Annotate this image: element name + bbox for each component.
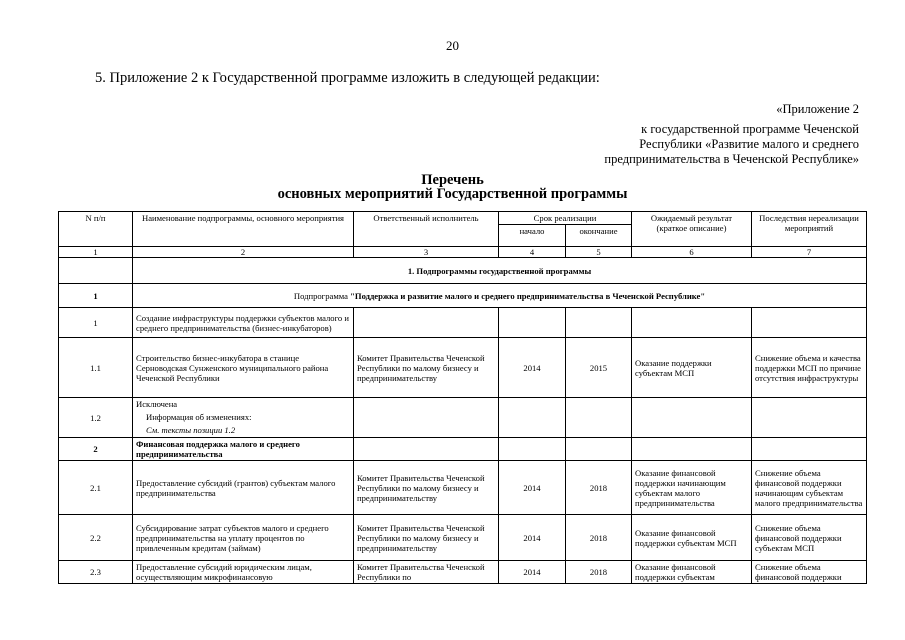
header-num: N п/п	[59, 212, 133, 247]
row-num: 2.1	[59, 461, 133, 515]
row-name: Субсидирование затрат субъектов малого и среднего предпринимательства на уплату процентов по привлеченным кредитам (займам)	[133, 515, 354, 561]
row-num: 2	[59, 438, 133, 461]
subprogram-prefix: Подпрограмма	[293, 290, 351, 301]
empty-cell	[59, 258, 133, 284]
appendix-line: «Приложение 2	[776, 102, 859, 116]
row-responsible	[354, 308, 499, 338]
row-responsible: Комитет Правительства Чеченской Республики по малому бизнесу и предпринимательству	[354, 338, 499, 398]
subprogram-num: 1	[59, 284, 133, 308]
empty-cell	[752, 398, 867, 438]
document-title	[0, 173, 905, 201]
excluded-note	[133, 398, 354, 438]
row-name: Предоставление субсидий юридическим лицам, осуществляющим микрофинансовую	[133, 561, 354, 584]
row-end	[566, 308, 632, 338]
empty-cell	[354, 398, 499, 438]
row-result: Оказание финансовой поддержки субъектам МСП	[632, 515, 752, 561]
row-name: Создание инфраструктуры поддержки субъектов малого и среднего предпринимательства (бизнес-инкубаторов)	[133, 308, 354, 338]
excluded-label: Исключена	[136, 399, 178, 409]
empty-cell	[566, 438, 632, 461]
see-text-link[interactable]: См. тексты позиции 1.2	[146, 425, 236, 435]
empty-cell	[499, 398, 566, 438]
column-number: 2	[133, 247, 354, 258]
row-end: 2018	[566, 461, 632, 515]
section2-row	[59, 438, 867, 461]
row-end: 2018	[566, 561, 632, 584]
column-number: 3	[354, 247, 499, 258]
page-number: 20	[446, 38, 459, 53]
subprogram-row	[59, 284, 867, 308]
row-start: 2014	[499, 515, 566, 561]
row-consequences: Снижение объема финансовой поддержки начинающим субъектам малого предпринимательства	[752, 461, 867, 515]
row-num: 1	[59, 308, 133, 338]
table-row	[59, 338, 867, 398]
header-row	[59, 212, 867, 225]
row-name: Строительство бизнес-инкубатора в станице Серноводская Сунженского муниципального района Чеченской Республики	[133, 338, 354, 398]
header-consequences: Последствия нереализации мероприятий	[752, 212, 867, 247]
row-num: 1.2	[59, 398, 133, 438]
row-consequences: Снижение объема финансовой поддержки субъектам МСП	[752, 515, 867, 561]
column-numbers-row	[59, 247, 867, 258]
intro-paragraph: 5. Приложение 2 к Государственной программе изложить в следующей редакции:	[95, 70, 600, 86]
header-result: Ожидаемый результат (краткое описание)	[632, 212, 752, 247]
title-line-2: основных мероприятий Государственной программы	[277, 186, 628, 202]
row-name: Предоставление субсидий (грантов) субъектам малого предпринимательства	[133, 461, 354, 515]
appendix-line: Республики «Развитие малого и среднего	[639, 137, 859, 151]
column-number: 1	[59, 247, 133, 258]
appendix-line: к государственной программе Чеченской	[641, 122, 859, 136]
table-row	[59, 461, 867, 515]
row-responsible: Комитет Правительства Чеченской Республики по	[354, 561, 499, 584]
subprogram-title	[133, 284, 867, 308]
row-consequences: Снижение объема финансовой поддержки	[752, 561, 867, 584]
appendix-heading	[604, 102, 859, 167]
table-row	[59, 561, 867, 584]
row-result: Оказание поддержки субъектам МСП	[632, 338, 752, 398]
row-end: 2018	[566, 515, 632, 561]
row-consequences	[752, 308, 867, 338]
row-responsible: Комитет Правительства Чеченской Республики по малому бизнесу и предпринимательству	[354, 515, 499, 561]
row-start	[499, 308, 566, 338]
row-num: 2.3	[59, 561, 133, 584]
row-result	[632, 308, 752, 338]
row-start: 2014	[499, 461, 566, 515]
empty-cell	[354, 438, 499, 461]
column-number: 7	[752, 247, 867, 258]
row-result: Оказание финансовой поддержки начинающим субъектам малого предпринимательства	[632, 461, 752, 515]
table-row	[59, 308, 867, 338]
appendix-line: предпринимательства в Чеченской Республике»	[604, 152, 859, 166]
section-row	[59, 258, 867, 284]
change-info-label: Информация об изменениях:	[146, 412, 252, 422]
empty-cell	[499, 438, 566, 461]
title-line-1: Перечень	[421, 172, 484, 188]
header-start: начало	[499, 225, 566, 247]
empty-cell	[632, 398, 752, 438]
activities-table	[58, 211, 867, 584]
header-responsible: Ответственный исполнитель	[354, 212, 499, 247]
section2-name: Финансовая поддержка малого и среднего предпринимательства	[133, 438, 354, 461]
row-consequences: Снижение объема и качества поддержки МСП по причине отсутствия инфраструктуры	[752, 338, 867, 398]
row-result: Оказание финансовой поддержки субъектам	[632, 561, 752, 584]
header-period: Срок реализации	[499, 212, 632, 225]
row-responsible: Комитет Правительства Чеченской Республики по малому бизнесу и предпринимательству	[354, 461, 499, 515]
empty-cell	[632, 438, 752, 461]
row-num: 2.2	[59, 515, 133, 561]
row-num: 1.1	[59, 338, 133, 398]
row-start: 2014	[499, 561, 566, 584]
row-start: 2014	[499, 338, 566, 398]
column-number: 5	[566, 247, 632, 258]
empty-cell	[752, 438, 867, 461]
subprogram-name: "Поддержка и развитие малого и среднего предпринимательства в Чеченской Республике"	[350, 290, 706, 301]
header-end: окончание	[566, 225, 632, 247]
empty-cell	[566, 398, 632, 438]
section-title: 1. Подпрограммы государственной программы	[133, 258, 867, 284]
row-end: 2015	[566, 338, 632, 398]
column-number: 6	[632, 247, 752, 258]
header-name: Наименование подпрограммы, основного мероприятия	[133, 212, 354, 247]
excluded-row	[59, 398, 867, 438]
column-number: 4	[499, 247, 566, 258]
table-row	[59, 515, 867, 561]
